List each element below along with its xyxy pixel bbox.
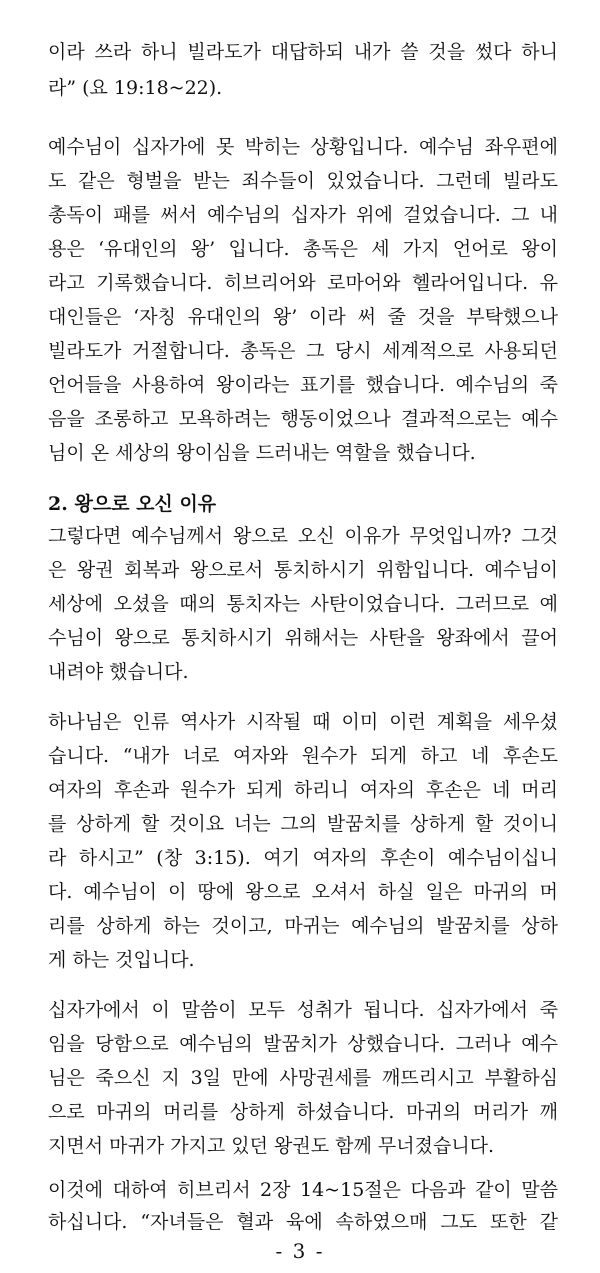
text-line: 여자의 후손과 원수가 되게 하리니 여자의 후손은 네 머리 [48,779,558,801]
text-line: 총독이 패를 써서 예수님의 십자가 위에 걸었습니다. 그 내 [48,204,558,226]
text-line: 십자가에서 이 말씀이 모두 성취가 됩니다. 십자가에서 죽 [48,999,558,1021]
text-line: 용은 ‘유대인의 왕’ 입니다. 총독은 세 가지 언어로 왕이 [48,238,558,260]
text-line: 라” (요 19:18~22). [48,77,223,99]
text-line: 다. 예수님이 이 땅에 왕으로 오셔서 하실 일은 마귀의 머 [48,881,558,903]
text-line: 라 하시고” (창 3:15). 여기 여자의 후손이 예수님이십니 [48,847,558,869]
text-line: 은 왕권 회복과 왕으로서 통치하시기 위함입니다. 예수님이 [48,559,558,581]
text-line: 대인들은 ‘자칭 유대인의 왕’ 이라 써 줄 것을 부탁했으나 [48,306,558,328]
text-line: 지면서 마귀가 가지고 있던 왕권도 함께 무너졌습니다. [48,1135,495,1157]
text-line: 님은 죽으신 지 3일 만에 사망권세를 깨뜨리시고 부활하심 [48,1067,558,1089]
text-line: 이것에 대하여 히브리서 2장 14~15절은 다음과 같이 말씀 [48,1179,558,1201]
text-line: 임을 당함으로 예수님의 발꿈치가 상했습니다. 그러나 예수 [48,1033,558,1055]
text-line: 라고 기록했습니다. 히브리어와 로마어와 헬라어입니다. 유 [48,272,558,294]
text-line: 음을 조롱하고 모욕하려는 행동이었으나 결과적으로는 예수 [48,408,558,430]
section-heading: 2. 왕으로 오신 이유 [48,493,217,515]
text-line: 하나님은 인류 역사가 시작될 때 이미 이런 계획을 세우셨 [48,711,558,733]
text-line: 세상에 오셨을 때의 통치자는 사탄이었습니다. 그러므로 예 [48,593,558,615]
text-line: 으로 마귀의 머리를 상하게 하셨습니다. 마귀의 머리가 깨 [48,1101,558,1123]
text-line: 이라 쓰라 하니 빌라도가 대답하되 내가 쓸 것을 썼다 하니 [48,41,558,63]
text-line: 언어들을 사용하여 왕이라는 표기를 했습니다. 예수님의 죽 [48,374,558,396]
text-line: 를 상하게 할 것이요 너는 그의 발꿈치를 상하게 할 것이니 [48,813,558,835]
text-line: 빌라도가 거절합니다. 총독은 그 당시 세계적으로 사용되던 [48,340,558,362]
text-line: 도 같은 형벌을 받는 죄수들이 있었습니다. 그런데 빌라도 [48,170,558,192]
text-line: 예수님이 십자가에 못 박히는 상황입니다. 예수님 좌우편에 [48,136,558,158]
text-line: 하십니다. “자녀들은 혈과 육에 속하였으매 그도 또한 같 [48,1211,558,1233]
text-line: 그렇다면 예수님께서 왕으로 오신 이유가 무엇입니까? 그것 [48,525,558,547]
text-line: 습니다. “내가 너로 여자와 원수가 되게 하고 네 후손도 [48,745,558,767]
text-line: 리를 상하게 하는 것이고, 마귀는 예수님의 발꿈치를 상하 [48,915,558,937]
text-line: 수님이 왕으로 통치하시기 위해서는 사탄을 왕좌에서 끌어 [48,627,558,649]
text-line: 게 하는 것입니다. [48,949,195,971]
page-number: - 3 - [275,1239,325,1263]
text-line: 님이 온 세상의 왕이심을 드러내는 역할을 했습니다. [48,442,476,464]
text-line: 내려야 했습니다. [48,661,189,683]
